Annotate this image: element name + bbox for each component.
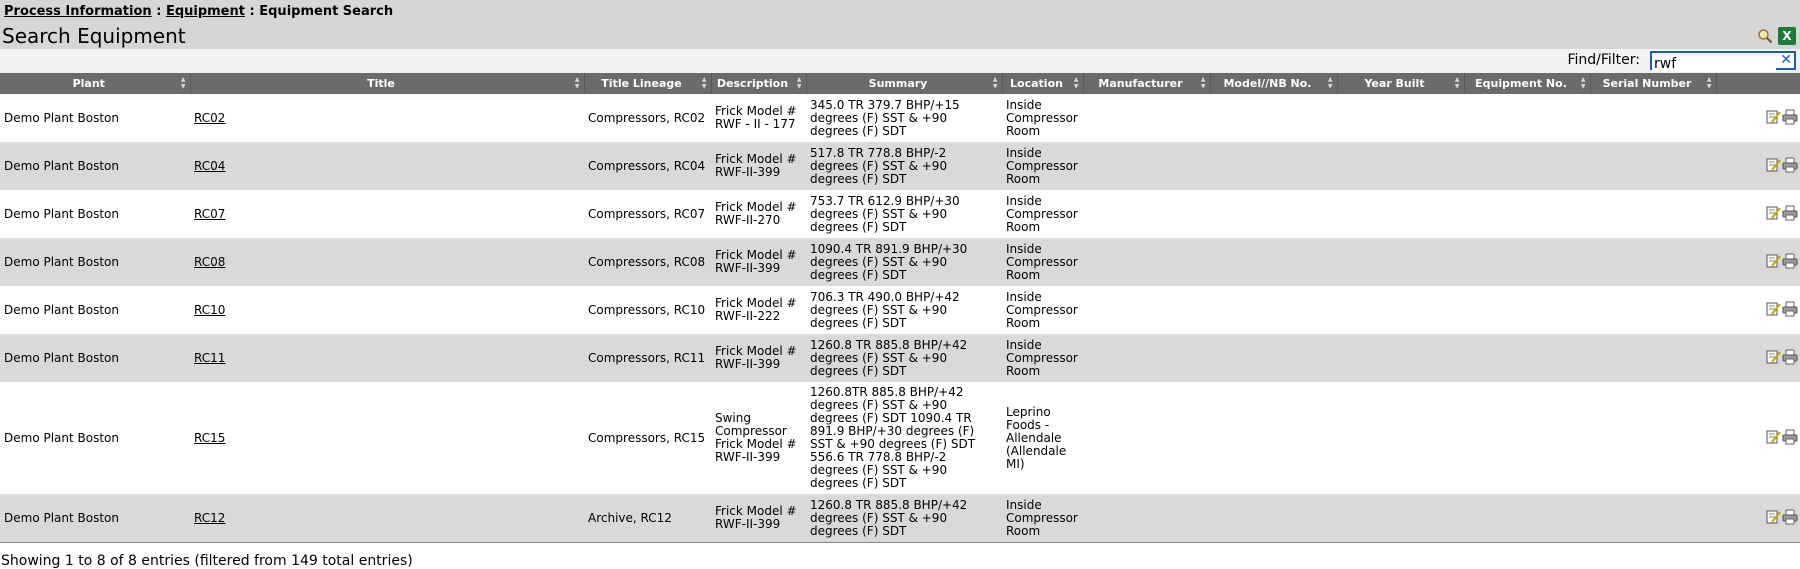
cell-location: Inside Compressor Room [1002, 494, 1083, 542]
cell-plant: Demo Plant Boston [0, 334, 190, 382]
breadcrumb-process-information[interactable]: Process Information [4, 4, 152, 19]
cell-description: Swing Compressor Frick Model # RWF-II-399 [711, 382, 806, 494]
cell-summary: 1260.8TR 885.8 BHP/+42 degrees (F) SST & +90 degrees (F) SDT 1090.4 TR 891.9 BHP/+30 degrees (F) SST & +90 degrees (F) SDT 556.6 TR 778.8 BHP/-2 degrees (F) SST & +90 degrees (F) SDT [806, 382, 1002, 494]
column-header-title-lineage[interactable]: Title Lineage ▲ ▼ [584, 73, 711, 94]
cell-model [1210, 286, 1337, 334]
row-actions [1716, 142, 1800, 190]
cell-location: Inside Compressor Room [1002, 190, 1083, 238]
cell-summary: 1090.4 TR 891.9 BHP/+30 degrees (F) SST & +90 degrees (F) SDT [806, 238, 1002, 286]
magnifier-icon[interactable] [1756, 27, 1774, 45]
cell-title-lineage: Archive, RC12 [584, 494, 711, 542]
breadcrumb-equipment[interactable]: Equipment [165, 4, 245, 19]
filter-input[interactable] [1652, 57, 1776, 72]
cell-year-built [1337, 494, 1464, 542]
page-title: Search Equipment [2, 24, 186, 48]
equipment-link[interactable]: RC11 [194, 350, 226, 365]
cell-manufacturer [1083, 142, 1210, 190]
breadcrumb-separator: : [244, 4, 260, 19]
cell-serial-number [1590, 142, 1716, 190]
print-icon[interactable] [1781, 509, 1798, 526]
clear-filter-icon[interactable]: ✕ [1780, 52, 1792, 68]
cell-location: Inside Compressor Room [1002, 94, 1083, 142]
cell-title [190, 190, 584, 238]
table-row[interactable] [0, 94, 1800, 142]
cell-year-built [1337, 382, 1464, 494]
cell-serial-number [1590, 94, 1716, 142]
equipment-link[interactable]: RC02 [194, 110, 226, 125]
cell-summary: 1260.8 TR 885.8 BHP/+42 degrees (F) SST & +90 degrees (F) SDT [806, 494, 1002, 542]
sort-icon: ▲ ▼ [574, 76, 580, 90]
row-actions [1716, 494, 1800, 542]
cell-title-lineage: Compressors, RC11 [584, 334, 711, 382]
table-body [0, 94, 1800, 542]
row-actions [1716, 94, 1800, 142]
cell-summary: 706.3 TR 490.0 BHP/+42 degrees (F) SST & +90 degrees (F) SDT [806, 286, 1002, 334]
column-header-location[interactable]: Location ▲ ▼ [1002, 73, 1083, 94]
print-icon[interactable] [1781, 253, 1798, 270]
cell-year-built [1337, 94, 1464, 142]
equipment-link[interactable]: RC12 [194, 510, 226, 525]
cell-model [1210, 334, 1337, 382]
cell-location: Leprino Foods - Allendale (Allendale MI) [1002, 382, 1083, 494]
print-icon[interactable] [1781, 205, 1798, 222]
equipment-link[interactable]: RC10 [194, 302, 226, 317]
cell-year-built [1337, 286, 1464, 334]
cell-serial-number [1590, 382, 1716, 494]
cell-description: Frick Model # RWF-II-399 [711, 238, 806, 286]
cell-equipment-no [1464, 94, 1590, 142]
cell-title [190, 286, 584, 334]
cell-title [190, 238, 584, 286]
cell-title [190, 382, 584, 494]
cell-plant: Demo Plant Boston [0, 238, 190, 286]
cell-manufacturer [1083, 190, 1210, 238]
cell-location: Inside Compressor Room [1002, 142, 1083, 190]
cell-manufacturer [1083, 382, 1210, 494]
row-actions [1716, 382, 1800, 494]
column-header-plant[interactable]: Plant ▲ ▼ [0, 73, 190, 94]
table-row[interactable] [0, 286, 1800, 334]
sort-icon: ▲ ▼ [992, 76, 998, 90]
cell-equipment-no [1464, 334, 1590, 382]
print-icon[interactable] [1781, 109, 1798, 126]
equipment-table [0, 73, 1800, 542]
sort-icon: ▲ ▼ [180, 76, 186, 90]
filter-box [1650, 51, 1796, 70]
sort-icon: ▲ ▼ [1580, 76, 1586, 90]
cell-summary: 1260.8 TR 885.8 BHP/+42 degrees (F) SST & +90 degrees (F) SDT [806, 334, 1002, 382]
sort-icon: ▲ ▼ [1200, 76, 1206, 90]
sort-icon: ▲ ▼ [1706, 76, 1712, 90]
cell-model [1210, 142, 1337, 190]
cell-title-lineage: Compressors, RC10 [584, 286, 711, 334]
cell-manufacturer [1083, 238, 1210, 286]
cell-serial-number [1590, 238, 1716, 286]
cell-title-lineage: Compressors, RC07 [584, 190, 711, 238]
cell-manufacturer [1083, 286, 1210, 334]
cell-manufacturer [1083, 494, 1210, 542]
cell-model [1210, 238, 1337, 286]
print-icon[interactable] [1781, 157, 1798, 174]
edit-icon[interactable] [1764, 349, 1781, 366]
row-actions [1716, 334, 1800, 382]
cell-location: Inside Compressor Room [1002, 334, 1083, 382]
row-actions [1716, 190, 1800, 238]
cell-model [1210, 494, 1337, 542]
breadcrumb-separator: : [151, 4, 166, 19]
cell-title [190, 142, 584, 190]
table-row[interactable] [0, 334, 1800, 382]
cell-serial-number [1590, 286, 1716, 334]
column-header-manufacturer[interactable]: Manufacturer ▲ ▼ [1083, 73, 1210, 94]
table-info: Showing 1 to 8 of 8 entries (filtered from 149 total entries) [0, 542, 1800, 569]
equipment-link[interactable]: RC08 [194, 254, 226, 269]
column-header-description[interactable]: Description ▲ ▼ [711, 73, 806, 94]
cell-serial-number [1590, 494, 1716, 542]
edit-icon[interactable] [1764, 205, 1781, 222]
cell-equipment-no [1464, 382, 1590, 494]
cell-year-built [1337, 142, 1464, 190]
cell-plant: Demo Plant Boston [0, 382, 190, 494]
equipment-link[interactable]: RC15 [194, 430, 226, 445]
edit-icon[interactable] [1764, 109, 1781, 126]
cell-equipment-no [1464, 286, 1590, 334]
table-row[interactable] [0, 382, 1800, 494]
cell-equipment-no [1464, 238, 1590, 286]
cell-year-built [1337, 334, 1464, 382]
cell-location: Inside Compressor Room [1002, 238, 1083, 286]
cell-equipment-no [1464, 190, 1590, 238]
cell-plant: Demo Plant Boston [0, 286, 190, 334]
cell-serial-number [1590, 334, 1716, 382]
cell-title-lineage: Compressors, RC04 [584, 142, 711, 190]
column-header-year-built[interactable]: Year Built ▲ ▼ [1337, 73, 1464, 94]
cell-plant: Demo Plant Boston [0, 190, 190, 238]
row-actions [1716, 286, 1800, 334]
cell-description: Frick Model # RWF-II-222 [711, 286, 806, 334]
cell-title [190, 494, 584, 542]
print-icon[interactable] [1781, 349, 1798, 366]
excel-export-icon[interactable]: X [1778, 27, 1796, 45]
column-header-actions [1716, 73, 1800, 94]
sort-icon: ▲ ▼ [1073, 76, 1079, 90]
edit-icon[interactable] [1764, 253, 1781, 270]
cell-summary: 753.7 TR 612.9 BHP/+30 degrees (F) SST & +90 degrees (F) SDT [806, 190, 1002, 238]
column-header-summary[interactable]: Summary ▲ ▼ [806, 73, 1002, 94]
cell-location: Inside Compressor Room [1002, 286, 1083, 334]
cell-model [1210, 382, 1337, 494]
table-row[interactable] [0, 190, 1800, 238]
row-actions [1716, 238, 1800, 286]
edit-icon[interactable] [1764, 509, 1781, 526]
cell-description: Frick Model # RWF-II-270 [711, 190, 806, 238]
sort-icon: ▲ ▼ [701, 76, 707, 90]
cell-title-lineage: Compressors, RC15 [584, 382, 711, 494]
cell-title-lineage: Compressors, RC02 [584, 94, 711, 142]
edit-icon[interactable] [1764, 301, 1781, 318]
title-bar [0, 24, 1800, 49]
cell-description: Frick Model # RWF-II-399 [711, 334, 806, 382]
table-row[interactable] [0, 494, 1800, 542]
edit-icon[interactable] [1764, 429, 1781, 446]
cell-description: Frick Model # RWF-II-399 [711, 494, 806, 542]
toolbar [1756, 27, 1796, 45]
equipment-link[interactable]: RC04 [194, 158, 226, 173]
cell-equipment-no [1464, 142, 1590, 190]
cell-year-built [1337, 190, 1464, 238]
sort-icon: ▲ ▼ [1454, 76, 1460, 90]
cell-plant: Demo Plant Boston [0, 494, 190, 542]
edit-icon[interactable] [1764, 157, 1781, 174]
table-row[interactable] [0, 238, 1800, 286]
cell-manufacturer [1083, 94, 1210, 142]
cell-plant: Demo Plant Boston [0, 94, 190, 142]
filter-label: Find/Filter: [1567, 52, 1640, 68]
column-header-equipment-no[interactable]: Equipment No. ▲ ▼ [1464, 73, 1590, 94]
cell-description: Frick Model # RWF - II - 177 [711, 94, 806, 142]
print-icon[interactable] [1781, 301, 1798, 318]
column-header-serial-number[interactable]: Serial Number ▲ ▼ [1590, 73, 1716, 94]
cell-title [190, 334, 584, 382]
cell-plant: Demo Plant Boston [0, 142, 190, 190]
sort-icon: ▲ ▼ [1327, 76, 1333, 90]
cell-title-lineage: Compressors, RC08 [584, 238, 711, 286]
print-icon[interactable] [1781, 429, 1798, 446]
cell-title [190, 94, 584, 142]
column-header-model-nb[interactable]: Model//NB No. ▲ ▼ [1210, 73, 1337, 94]
table-row[interactable] [0, 142, 1800, 190]
table-header-row [0, 73, 1800, 94]
equipment-link[interactable]: RC07 [194, 206, 226, 221]
cell-summary: 345.0 TR 379.7 BHP/+15 degrees (F) SST & +90 degrees (F) SDT [806, 94, 1002, 142]
cell-year-built [1337, 238, 1464, 286]
cell-model [1210, 94, 1337, 142]
cell-summary: 517.8 TR 778.8 BHP/-2 degrees (F) SST & +90 degrees (F) SDT [806, 142, 1002, 190]
cell-description: Frick Model # RWF-II-399 [711, 142, 806, 190]
cell-manufacturer [1083, 334, 1210, 382]
breadcrumb-current: Equipment Search [259, 4, 394, 19]
column-header-title[interactable]: Title ▲ ▼ [190, 73, 584, 94]
cell-serial-number [1590, 190, 1716, 238]
cell-equipment-no [1464, 494, 1590, 542]
breadcrumb [0, 0, 1800, 24]
sort-icon: ▲ ▼ [796, 76, 802, 90]
cell-model [1210, 190, 1337, 238]
filter-bar [0, 49, 1800, 73]
